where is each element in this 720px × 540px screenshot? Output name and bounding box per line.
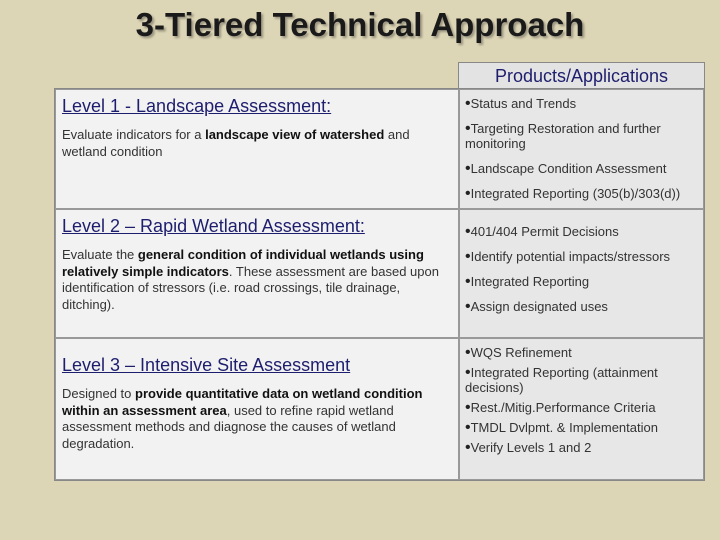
bullet-icon: • bbox=[465, 298, 471, 315]
bullet-icon: • bbox=[465, 439, 471, 456]
bullet-icon: • bbox=[465, 344, 471, 361]
bullet-text: Rest./Mitig.Performance Criteria bbox=[470, 400, 656, 415]
level-2-desc-part: Evaluate the bbox=[62, 247, 138, 262]
list-item bbox=[465, 224, 699, 239]
list-item bbox=[465, 186, 699, 201]
bullet-text: Integrated Reporting (attainment decisions) bbox=[465, 365, 658, 395]
bullet-text: Integrated Reporting bbox=[470, 274, 590, 289]
bullet-text: Identify potential impacts/stressors bbox=[470, 249, 671, 264]
bullet-icon: • bbox=[465, 185, 471, 202]
list-item bbox=[465, 440, 699, 455]
level-1-desc-bold: landscape view of watershed bbox=[205, 127, 385, 142]
bullet-text: Landscape Condition Assessment bbox=[470, 161, 667, 176]
bullet-icon: • bbox=[465, 95, 471, 112]
bullet-text: 401/404 Permit Decisions bbox=[470, 224, 619, 239]
list-item bbox=[465, 420, 699, 435]
list-item bbox=[465, 121, 699, 151]
bullet-text: Integrated Reporting (305(b)/303(d)) bbox=[470, 186, 681, 201]
bullet-icon: • bbox=[465, 248, 471, 265]
products-applications-header: Products/Applications bbox=[458, 62, 705, 88]
list-item bbox=[465, 365, 699, 395]
list-item bbox=[465, 249, 699, 264]
bullet-icon: • bbox=[465, 419, 471, 436]
approach-table bbox=[54, 88, 705, 481]
level-3-title: Level 3 – Intensive Site Assessment bbox=[62, 355, 351, 375]
list-item bbox=[465, 161, 699, 176]
bullet-text: Status and Trends bbox=[470, 96, 577, 111]
level-1-description bbox=[62, 127, 452, 160]
bullet-icon: • bbox=[465, 120, 471, 137]
bullet-icon: • bbox=[465, 364, 471, 381]
level-1-title: Level 1 - Landscape Assessment: bbox=[62, 96, 332, 116]
level-3-cell bbox=[55, 338, 459, 480]
list-item bbox=[465, 274, 699, 289]
level-3-desc-part: , used to refine rapid wetland assessment methods and diagnose the causes of wetland degradation. bbox=[62, 402, 396, 451]
level-2-desc-bold: general condition of individual wetlands using relatively simple indicators bbox=[62, 247, 424, 279]
level-1-products-cell bbox=[459, 89, 704, 209]
level-3-desc-part: Designed to bbox=[62, 386, 135, 401]
list-item bbox=[465, 400, 699, 415]
level-1-cell bbox=[55, 89, 459, 209]
level-2-products-cell bbox=[459, 209, 704, 338]
bullet-text: WQS Refinement bbox=[470, 345, 572, 360]
slide-title: 3-Tiered Technical Approach bbox=[135, 6, 585, 43]
bullet-icon: • bbox=[465, 160, 471, 177]
bullet-text: Assign designated uses bbox=[470, 299, 608, 314]
list-item bbox=[465, 345, 699, 360]
bullet-text: Targeting Restoration and further monitoring bbox=[465, 121, 661, 151]
level-1-desc-part: and wetland condition bbox=[62, 127, 410, 159]
level-3-products-cell bbox=[459, 338, 704, 480]
bullet-text: Verify Levels 1 and 2 bbox=[470, 440, 592, 455]
level-2-desc-part: . These assessment are based upon identification of stressors (i.e. road crossings, tile drainage, ditching). bbox=[62, 263, 439, 312]
bullet-icon: • bbox=[465, 399, 471, 416]
level-3-description bbox=[62, 386, 452, 452]
level-2-description bbox=[62, 247, 452, 313]
level-1-desc-part: Evaluate indicators for a bbox=[62, 127, 206, 142]
level-2-title: Level 2 – Rapid Wetland Assessment: bbox=[62, 216, 365, 236]
bullet-icon: • bbox=[465, 223, 471, 240]
list-item bbox=[465, 299, 699, 314]
bullet-text: TMDL Dvlpmt. & Implementation bbox=[470, 420, 658, 435]
list-item bbox=[465, 96, 699, 111]
level-3-desc-bold: provide quantitative data on wetland condition within an assessment area bbox=[62, 386, 423, 418]
bullet-icon: • bbox=[465, 273, 471, 290]
level-2-cell bbox=[55, 209, 459, 338]
